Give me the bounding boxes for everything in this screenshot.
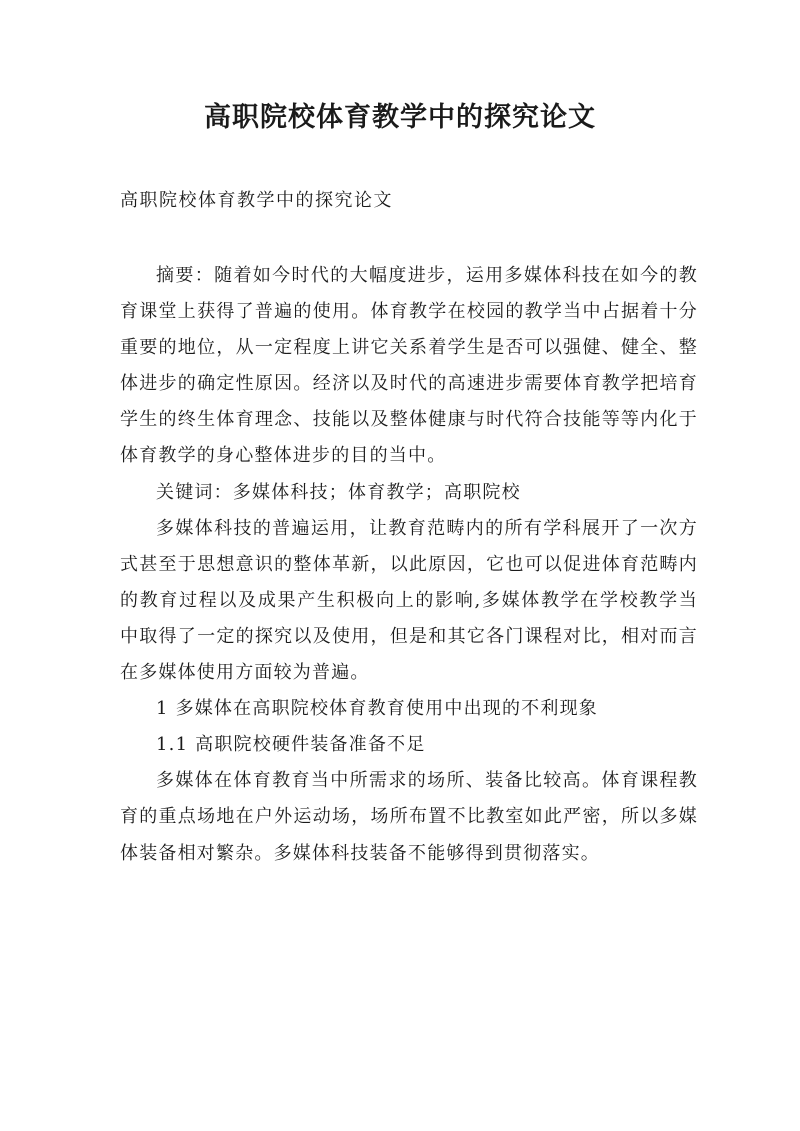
section-heading: 1 多媒体在高职院校体育教育使用中出现的不利现象 [156,698,598,720]
body-paragraph: 多媒体在体育教育当中所需求的场所、装备比较高。体育课程教育的重点场地在户外运动场，场所布置不比教室如此严密，所以多媒体装备相对繁杂。多媒体科技装备不能够得到贯彻落实。 [120,770,698,864]
keywords-paragraph: 关键词：多媒体科技；体育教学；高职院校 [156,481,521,503]
abstract-paragraph: 摘要：随着如今时代的大幅度进步，运用多媒体科技在如今的教育课堂上获得了普遍的使用。体育教学在校园的教学当中占据着十分重要的地位，从一定程度上讲它关系着学生是否可以强健、健全、整体进步的确定性原因。经济以及时代的高速进步需要体育教学把培育学生的终生体育理念、技能以及整体健康与时代符合技能等等内化于体育教学的身心整体进步的目的当中。 [120,265,698,467]
document-title: 高职院校体育教学中的探究论文 [204,102,596,133]
document-subtitle: 高职院校体育教学中的探究论文 [120,190,393,211]
intro-paragraph: 多媒体科技的普遍运用，让教育范畴内的所有学科展开了一次方式甚至于思想意识的整体革新，以此原因，它也可以促进体育范畴内的教育过程以及成果产生积极向上的影响,多媒体教学在学校教学当中取得了一定的探究以及使用，但是和其它各门课程对比，相对而言在多媒体使用方面较为普遍。 [120,517,698,684]
document-body [120,258,698,872]
subsection-heading: 1.1 高职院校硬件装备准备不足 [156,734,426,756]
